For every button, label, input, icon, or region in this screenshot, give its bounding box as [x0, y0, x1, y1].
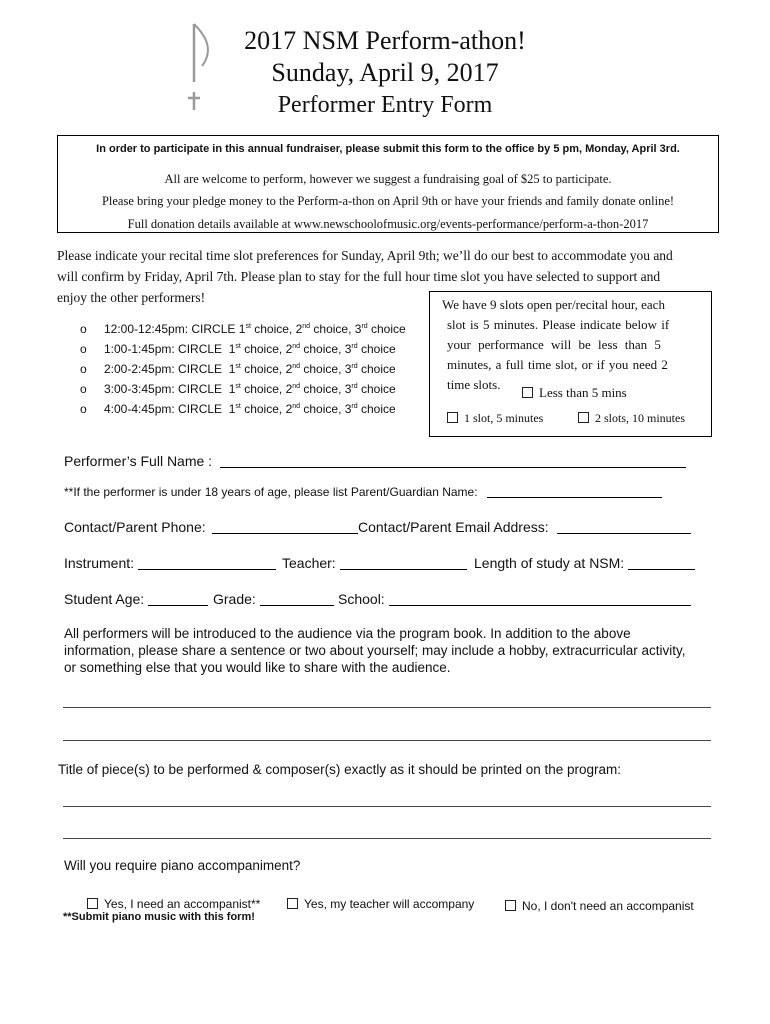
slots-box-line: your performance will be less than 5	[447, 337, 661, 352]
slot-row[interactable]	[80, 362, 396, 376]
teacher-input[interactable]	[340, 555, 467, 570]
slots-box-line: slot is 5 minutes. Please indicate below if	[447, 317, 670, 332]
option-label: Yes, my teacher will accompany	[304, 897, 475, 911]
choice-text: 1	[228, 362, 236, 376]
choice-sup: rd	[351, 383, 358, 390]
about-answer-line[interactable]	[63, 707, 711, 708]
slot-row[interactable]	[80, 342, 396, 356]
slot-bullet: o	[80, 402, 87, 416]
choice-text: choice, 3	[300, 342, 352, 356]
checkbox-icon[interactable]	[87, 898, 98, 909]
about-text: information, please share a sentence or two about yourself; may include a hobby, extracurricular activity,	[64, 643, 686, 658]
piece-answer-line[interactable]	[63, 838, 711, 839]
email-label: Contact/Parent Email Address:	[358, 519, 549, 535]
grade-label: Grade:	[213, 591, 256, 607]
guardian-input[interactable]	[487, 485, 662, 498]
choice-text: choice	[367, 322, 406, 336]
choice-sup: st	[235, 363, 241, 370]
choice-sup: nd	[302, 323, 311, 330]
choice-text: 1	[228, 342, 236, 356]
full-name-label: Performer’s Full Name :	[64, 453, 213, 469]
welcome-text: All are welcome to perform, however we suggest a fundraising goal of $25 to participate.	[164, 172, 612, 186]
choice-text: choice, 2	[240, 402, 293, 416]
option-no-accompanist[interactable]	[505, 899, 694, 913]
checkbox-icon[interactable]	[505, 900, 516, 911]
about-answer-line[interactable]	[63, 740, 711, 741]
slot-time: 2:00-2:45pm: CIRCLE	[104, 362, 229, 376]
piece-answer-line[interactable]	[63, 806, 711, 807]
deadline-text: In order to participate in this annual fundraiser, please submit this form to the office by 5 pm, Monday, April 3rd.	[96, 143, 680, 155]
option-two-slots[interactable]	[578, 411, 685, 426]
slots-box-line: We have 9 slots open per/recital hour, each	[442, 297, 665, 312]
slot-row[interactable]	[80, 322, 406, 336]
choice-text: choice	[357, 382, 396, 396]
email-input[interactable]	[557, 519, 691, 534]
choice-text: choice	[357, 342, 396, 356]
option-need-accompanist[interactable]	[87, 897, 260, 911]
age-field[interactable]	[64, 591, 208, 607]
option-one-slot[interactable]	[447, 411, 543, 426]
choice-sup: st	[235, 383, 241, 390]
slot-time: 4:00-4:45pm: CIRCLE	[104, 402, 229, 416]
choice-sup: rd	[351, 403, 358, 410]
slot-bullet: o	[80, 342, 87, 356]
slot-bullet: o	[80, 322, 87, 336]
event-date: Sunday, April 9, 2017	[271, 58, 499, 87]
study-length-label: Length of study at NSM:	[474, 555, 625, 571]
checkbox-icon[interactable]	[287, 898, 298, 909]
phone-field[interactable]	[64, 519, 358, 535]
slot-time: 12:00-12:45pm: CIRCLE	[104, 322, 239, 336]
choice-text: choice, 2	[240, 382, 293, 396]
info-box	[57, 135, 719, 233]
teacher-label: Teacher:	[282, 555, 336, 571]
guardian-label: **If the performer is under 18 years of age, please list Parent/Guardian Name:	[64, 485, 478, 499]
instrument-label: Instrument:	[64, 555, 135, 571]
instrument-input[interactable]	[138, 555, 276, 570]
choice-sup: nd	[292, 343, 301, 350]
form-subtitle: Performer Entry Form	[277, 92, 493, 118]
choice-sup: st	[235, 403, 241, 410]
slots-box	[429, 291, 712, 437]
school-label: School:	[338, 591, 385, 607]
teacher-field[interactable]	[282, 555, 467, 571]
slot-time: 1:00-1:45pm: CIRCLE	[104, 342, 229, 356]
piece-title-label: Title of piece(s) to be performed & composer(s) exactly as it should be printed on the program:	[58, 762, 622, 777]
option-label: No, I don't need an accompanist	[522, 899, 694, 913]
age-label: Student Age:	[64, 591, 145, 607]
option-label: Yes, I need an accompanist**	[104, 897, 261, 911]
choice-text: 1	[238, 322, 246, 336]
grade-input[interactable]	[260, 591, 334, 606]
intro-line: Please indicate your recital time slot preferences for Sunday, April 9th; we’ll do our best to accommodate you and	[57, 248, 673, 263]
choice-text: choice	[357, 402, 396, 416]
about-text: All performers will be introduced to the audience via the program book. In addition to the above	[64, 626, 631, 641]
choice-sup: rd	[351, 343, 358, 350]
choice-text: choice, 3	[300, 362, 352, 376]
choice-text: choice	[357, 362, 396, 376]
age-input[interactable]	[148, 591, 208, 606]
choice-sup: nd	[292, 403, 301, 410]
about-text: or something else that you would like to share with the audience.	[64, 660, 451, 675]
option-teacher-accompany[interactable]	[287, 897, 474, 911]
study-length-field[interactable]	[474, 555, 695, 571]
choice-sup: nd	[292, 383, 301, 390]
phone-label: Contact/Parent Phone:	[64, 519, 206, 535]
school-field[interactable]	[338, 591, 691, 607]
intro-line: will confirm by Friday, April 7th. Please plan to stay for the full hour time slot you have selected to support and	[57, 269, 661, 284]
piano-question: Will you require piano accompaniment?	[64, 858, 301, 873]
choice-sup: st	[235, 343, 241, 350]
full-name-input[interactable]	[220, 453, 686, 468]
option-less-than-5[interactable]	[522, 385, 627, 401]
slots-box-line: time slots.	[447, 377, 501, 392]
choice-text: choice, 3	[300, 382, 352, 396]
school-input[interactable]	[389, 591, 691, 606]
choice-text: choice, 2	[250, 322, 303, 336]
page-title: 2017 NSM Perform-athon!	[244, 26, 526, 55]
piano-note: **Submit piano music with this form!	[63, 911, 255, 923]
guardian-field[interactable]	[64, 485, 662, 499]
slots-box-line: minutes, a full time slot, or if you need 2	[447, 357, 668, 372]
option-label: 1 slot, 5 minutes	[464, 411, 544, 425]
donation-text: Full donation details available at www.newschoolofmusic.org/events-performance/perform-a-thon-2017	[127, 217, 649, 231]
choice-sup: nd	[292, 363, 301, 370]
slot-time: 3:00-3:45pm: CIRCLE	[104, 382, 229, 396]
choice-text: choice, 2	[240, 362, 293, 376]
choice-text: choice, 3	[300, 402, 352, 416]
slot-row[interactable]	[80, 402, 396, 416]
slot-row[interactable]	[80, 382, 396, 396]
checkbox-icon[interactable]	[578, 412, 589, 423]
phone-input[interactable]	[212, 519, 358, 534]
option-label: 2 slots, 10 minutes	[595, 411, 686, 425]
slot-bullet: o	[80, 382, 87, 396]
choice-text: choice, 3	[310, 322, 362, 336]
grade-field[interactable]	[213, 591, 334, 607]
slot-bullet: o	[80, 362, 87, 376]
checkbox-icon[interactable]	[447, 412, 458, 423]
choice-text: 1	[228, 382, 236, 396]
choice-sup: st	[245, 323, 251, 330]
choice-sup: rd	[351, 363, 358, 370]
choice-text: 1	[228, 402, 236, 416]
checkbox-icon[interactable]	[522, 387, 533, 398]
full-name-field[interactable]	[64, 453, 686, 469]
choice-sup: rd	[361, 323, 368, 330]
email-field[interactable]	[358, 519, 691, 535]
option-label: Less than 5 mins	[539, 385, 627, 400]
instrument-field[interactable]	[64, 555, 276, 571]
pledge-text: Please bring your pledge money to the Perform-a-thon on April 9th or have your friends and family donate online!	[101, 194, 675, 208]
choice-text: choice, 2	[240, 342, 293, 356]
study-length-input[interactable]	[628, 555, 695, 570]
intro-line: enjoy the other performers!	[57, 290, 206, 305]
